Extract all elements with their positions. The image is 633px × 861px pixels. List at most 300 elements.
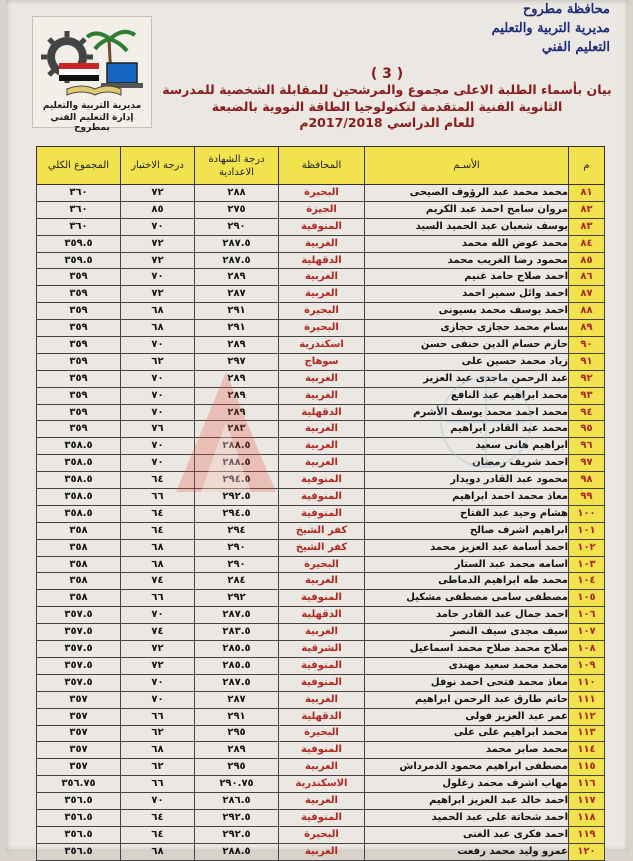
student-name: احمد شحاتة على عبد الحميد	[365, 809, 569, 826]
table-row	[37, 320, 605, 337]
total-score: ٣٥٧.٥	[37, 607, 121, 624]
col-header-test-score: درجة الاختبار	[121, 147, 195, 185]
test-score: ٦٢	[121, 725, 195, 742]
total-score: ٣٦٠	[37, 201, 121, 218]
test-score: ٧٢	[121, 185, 195, 202]
row-number: ١٠٩	[569, 657, 605, 674]
student-name: عمرو وليد محمد رفعت	[365, 843, 569, 860]
governorate: اسكندرية	[279, 337, 365, 354]
test-score: ٧٦	[121, 421, 195, 438]
table-row	[37, 708, 605, 725]
row-number: ٨٦	[569, 269, 605, 286]
student-name: مصطفى سامى مصطفى مشكيل	[365, 590, 569, 607]
row-number: ٨٥	[569, 252, 605, 269]
row-number: ١٠٢	[569, 539, 605, 556]
certificate-score: ٢٩٠.٧٥	[195, 776, 279, 793]
test-score: ٧٠	[121, 674, 195, 691]
row-number: ١١٢	[569, 708, 605, 725]
row-number: ١١٧	[569, 793, 605, 810]
certificate-score: ٢٨٩	[195, 337, 279, 354]
governorate: الدقهلية	[279, 708, 365, 725]
certificate-score: ٢٩٤.٥	[195, 505, 279, 522]
test-score: ٦٨	[121, 539, 195, 556]
row-number: ١٠٧	[569, 624, 605, 641]
certificate-score: ٢٨٥.٥	[195, 641, 279, 658]
certificate-score: ٢٨٩	[195, 370, 279, 387]
certificate-score: ٢٩٥	[195, 725, 279, 742]
test-score: ٦٢	[121, 759, 195, 776]
student-name: ابراهيم اشرف صالح	[365, 522, 569, 539]
governorate: المنوفية	[279, 742, 365, 759]
table-row	[37, 218, 605, 235]
certificate-score: ٢٨٦.٥	[195, 793, 279, 810]
governorate: الغربية	[279, 843, 365, 860]
table-row	[37, 759, 605, 776]
test-score: ٧٠	[121, 337, 195, 354]
certificate-score: ٢٨٣.٥	[195, 624, 279, 641]
certificate-score: ٢٨٧.٥	[195, 674, 279, 691]
total-score: ٣٥٧	[37, 742, 121, 759]
governorate: الغربية	[279, 438, 365, 455]
test-score: ٧٤	[121, 624, 195, 641]
table-row	[37, 235, 605, 252]
table-row	[37, 624, 605, 641]
student-name: مصطفى ابراهيم محمود الدمرداش	[365, 759, 569, 776]
row-number: ٩٥	[569, 421, 605, 438]
total-score: ٣٥٦.٥	[37, 809, 121, 826]
row-number: ٨١	[569, 185, 605, 202]
table-row	[37, 404, 605, 421]
document-sheet	[6, 0, 628, 857]
governorate: الغربية	[279, 269, 365, 286]
certificate-score: ٢٩٢	[195, 590, 279, 607]
table-row	[37, 201, 605, 218]
students-table	[36, 146, 605, 861]
table-row	[37, 353, 605, 370]
table-row	[37, 489, 605, 506]
total-score: ٣٥٩.٥	[37, 252, 121, 269]
test-score: ٦٤	[121, 522, 195, 539]
test-score: ٦٨	[121, 556, 195, 573]
test-score: ٧٠	[121, 404, 195, 421]
student-name: عمر عبد العزيز فولى	[365, 708, 569, 725]
student-name: حازم حسام الدين حنفى حسن	[365, 337, 569, 354]
test-score: ٧٢	[121, 641, 195, 658]
row-number: ١٠٨	[569, 641, 605, 658]
total-score: ٣٥٧.٥	[37, 674, 121, 691]
student-name: محمد عبد القادر ابراهيم	[365, 421, 569, 438]
table-row	[37, 185, 605, 202]
student-name: محمد ابراهيم عبد النافع	[365, 387, 569, 404]
governorate: الغربية	[279, 691, 365, 708]
total-score: ٣٥٩	[37, 421, 121, 438]
total-score: ٣٥٩	[37, 387, 121, 404]
student-name: معاذ محمد احمد ابراهيم	[365, 489, 569, 506]
row-number: ٩٤	[569, 404, 605, 421]
test-score: ٧٢	[121, 235, 195, 252]
governorate: الغربية	[279, 387, 365, 404]
governorate: الدقهلية	[279, 404, 365, 421]
total-score: ٣٥٦.٧٥	[37, 776, 121, 793]
col-header-total: المجموع الكلي	[37, 147, 121, 185]
student-name: اسامه محمد عبد الستار	[365, 556, 569, 573]
certificate-score: ٢٨٨.٥	[195, 843, 279, 860]
governorate: البحيرة	[279, 725, 365, 742]
logo-caption-administration: إدارة التعليم الفني بمطروح	[50, 113, 134, 133]
table-row	[37, 387, 605, 404]
letterhead-governorate: محافظة مطروح	[522, 2, 610, 17]
academic-year: للعام الدراسي 2017/2018م	[299, 115, 475, 130]
test-score: ٧٠	[121, 370, 195, 387]
student-name: محمود عبد القادر دويدار	[365, 472, 569, 489]
total-score: ٣٥٧	[37, 691, 121, 708]
row-number: ٩٧	[569, 455, 605, 472]
row-number: ١٠٠	[569, 505, 605, 522]
total-score: ٣٥٨	[37, 522, 121, 539]
table-row	[37, 472, 605, 489]
governorate: الغربية	[279, 573, 365, 590]
row-number: ٩٨	[569, 472, 605, 489]
total-score: ٣٥٧	[37, 725, 121, 742]
row-number: ١١٠	[569, 674, 605, 691]
governorate: الدقهلية	[279, 252, 365, 269]
test-score: ٦٨	[121, 303, 195, 320]
table-row	[37, 674, 605, 691]
certificate-score: ٢٨٩	[195, 404, 279, 421]
certificate-score: ٢٩٤	[195, 522, 279, 539]
letterhead-directorate: مديرية التربية والتعليم	[491, 21, 610, 36]
certificate-score: ٢٨٩	[195, 269, 279, 286]
row-number: ٩٢	[569, 370, 605, 387]
certificate-score: ٢٨٧.٥	[195, 607, 279, 624]
test-score: ٧٤	[121, 573, 195, 590]
total-score: ٣٥٩	[37, 320, 121, 337]
table-row	[37, 303, 605, 320]
row-number: ١١١	[569, 691, 605, 708]
table-row	[37, 269, 605, 286]
row-number: ١١٤	[569, 742, 605, 759]
total-score: ٣٦٠	[37, 185, 121, 202]
certificate-score: ٢٩٥	[195, 759, 279, 776]
table-row	[37, 809, 605, 826]
list-number: ( 3 )	[370, 66, 404, 82]
certificate-score: ٢٨٨.٥	[195, 455, 279, 472]
table-row	[37, 539, 605, 556]
table-row	[37, 776, 605, 793]
total-score: ٣٥٩.٥	[37, 235, 121, 252]
student-name: محمد محمد سعيد مهندى	[365, 657, 569, 674]
row-number: ٨٤	[569, 235, 605, 252]
row-number: ٨٧	[569, 286, 605, 303]
governorate: المنوفية	[279, 472, 365, 489]
table-row	[37, 641, 605, 658]
certificate-score: ٢٩٢.٥	[195, 489, 279, 506]
test-score: ٦٦	[121, 776, 195, 793]
total-score: ٣٥٦.٥	[37, 793, 121, 810]
test-score: ٧٠	[121, 438, 195, 455]
total-score: ٣٥٨	[37, 590, 121, 607]
student-name: عبد الرحمن ماجدى عبد العزيز	[365, 370, 569, 387]
governorate: المنوفية	[279, 674, 365, 691]
total-score: ٣٥٩	[37, 353, 121, 370]
certificate-score: ٢٩٢.٥	[195, 826, 279, 843]
test-score: ٦٨	[121, 320, 195, 337]
table-row	[37, 522, 605, 539]
total-score: ٣٥٨.٥	[37, 438, 121, 455]
page-title: بيان بأسماء الطلبة الاعلى مجموع والمرشحين للمقابلة الشخصية للمدرسة	[162, 82, 612, 97]
table-row	[37, 793, 605, 810]
table-row	[37, 370, 605, 387]
row-number: ١١٦	[569, 776, 605, 793]
test-score: ٧٠	[121, 691, 195, 708]
row-number: ١٢٠	[569, 843, 605, 860]
governorate: الجيزة	[279, 201, 365, 218]
total-score: ٣٥٩	[37, 404, 121, 421]
row-number: ١٠١	[569, 522, 605, 539]
certificate-score: ٢٩٠	[195, 218, 279, 235]
student-name: محمود رضا الغريب محمد	[365, 252, 569, 269]
total-score: ٣٥٧	[37, 708, 121, 725]
certificate-score: ٢٧٥	[195, 201, 279, 218]
governorate: الغربية	[279, 286, 365, 303]
table-row	[37, 421, 605, 438]
table-row	[37, 573, 605, 590]
student-name: احمد يوسف محمد بسيونى	[365, 303, 569, 320]
governorate: كفر الشيخ	[279, 539, 365, 556]
total-score: ٣٥٧.٥	[37, 641, 121, 658]
student-name: احمد جمال عبد القادر حامد	[365, 607, 569, 624]
governorate: المنوفية	[279, 590, 365, 607]
table-row	[37, 337, 605, 354]
governorate: المنوفية	[279, 809, 365, 826]
governorate: المنوفية	[279, 505, 365, 522]
governorate: الغربية	[279, 793, 365, 810]
total-score: ٣٥٩	[37, 303, 121, 320]
test-score: ٧٢	[121, 286, 195, 303]
certificate-score: ٢٨٨.٥	[195, 438, 279, 455]
row-number: ٩٩	[569, 489, 605, 506]
row-number: ١١٨	[569, 809, 605, 826]
student-name: احمد فكرى عبد الغنى	[365, 826, 569, 843]
table-row	[37, 742, 605, 759]
table-row	[37, 725, 605, 742]
table-row	[37, 843, 605, 860]
governorate: الغربية	[279, 370, 365, 387]
row-number: ٩١	[569, 353, 605, 370]
governorate: البحيرة	[279, 185, 365, 202]
certificate-score: ٢٨٤	[195, 573, 279, 590]
col-header-certificate-score: درجة الشهادة الاعدادية	[195, 147, 279, 185]
logo-emblem-icon	[37, 19, 147, 99]
certificate-score: ٢٩١	[195, 708, 279, 725]
governorate: الاسكندرية	[279, 776, 365, 793]
table-row	[37, 556, 605, 573]
governorate: الشرقية	[279, 641, 365, 658]
student-name: محمد طه ابراهيم الدماطى	[365, 573, 569, 590]
student-name: محمد صابر محمد	[365, 742, 569, 759]
student-name: محمد ابراهيم على على	[365, 725, 569, 742]
certificate-score: ٢٨٥.٥	[195, 657, 279, 674]
table-row	[37, 455, 605, 472]
row-number: ١٠٦	[569, 607, 605, 624]
row-number: ٩٠	[569, 337, 605, 354]
governorate: الغربية	[279, 235, 365, 252]
total-score: ٣٥٦.٥	[37, 843, 121, 860]
test-score: ٧٢	[121, 252, 195, 269]
governorate: البحيرة	[279, 826, 365, 843]
governorate: كفر الشيخ	[279, 522, 365, 539]
student-name: مهاب اشرف محمد زغلول	[365, 776, 569, 793]
total-score: ٣٥٨.٥	[37, 489, 121, 506]
row-number: ١١٩	[569, 826, 605, 843]
governorate: الغربية	[279, 455, 365, 472]
certificate-score: ٢٨٩	[195, 387, 279, 404]
governorate: الغربية	[279, 421, 365, 438]
student-name: زياد محمد حسين على	[365, 353, 569, 370]
directorate-logo	[32, 16, 152, 133]
governorate: المنوفية	[279, 489, 365, 506]
total-score: ٣٥٩	[37, 269, 121, 286]
total-score: ٣٦٠	[37, 218, 121, 235]
total-score: ٣٥٩	[37, 370, 121, 387]
certificate-score: ٢٨٧	[195, 286, 279, 303]
student-name: معاذ محمد فتحى احمد نوفل	[365, 674, 569, 691]
certificate-score: ٢٩٠	[195, 539, 279, 556]
total-score: ٣٥٨.٥	[37, 505, 121, 522]
letterhead	[492, 0, 610, 57]
row-number: ١٠٤	[569, 573, 605, 590]
student-name: سيف مجدى سيف النصر	[365, 624, 569, 641]
row-number: ٨٩	[569, 320, 605, 337]
total-score: ٣٥٨	[37, 556, 121, 573]
certificate-score: ٢٩١	[195, 320, 279, 337]
certificate-score: ٢٩٤.٥	[195, 472, 279, 489]
governorate: الغربية	[279, 759, 365, 776]
student-name: ابراهيم هانى سعيد	[365, 438, 569, 455]
row-number: ١١٣	[569, 725, 605, 742]
test-score: ٧٠	[121, 455, 195, 472]
test-score: ٦٦	[121, 708, 195, 725]
test-score: ٦٤	[121, 826, 195, 843]
certificate-score: ٢٨٣	[195, 421, 279, 438]
test-score: ٧٠	[121, 793, 195, 810]
total-score: ٣٥٧	[37, 759, 121, 776]
test-score: ٧٠	[121, 607, 195, 624]
governorate: البحيرة	[279, 556, 365, 573]
governorate: المنوفية	[279, 218, 365, 235]
certificate-score: ٢٨٩	[195, 742, 279, 759]
student-name: احمد خالد عبد العزيز ابراهيم	[365, 793, 569, 810]
governorate: البحيرة	[279, 320, 365, 337]
student-name: مروان سامح احمد عبد الكريم	[365, 201, 569, 218]
table-header-row	[37, 147, 605, 185]
governorate: سوهاج	[279, 353, 365, 370]
test-score: ٧٠	[121, 218, 195, 235]
certificate-score: ٢٩٢.٥	[195, 809, 279, 826]
total-score: ٣٥٧.٥	[37, 624, 121, 641]
student-name: يوسف شعبان عبد الحميد السيد	[365, 218, 569, 235]
total-score: ٣٥٨	[37, 539, 121, 556]
test-score: ٧٠	[121, 387, 195, 404]
certificate-score: ٢٨٧.٥	[195, 252, 279, 269]
table-body	[37, 185, 605, 861]
student-name: محمد احمد محمد يوسف الأشرم	[365, 404, 569, 421]
certificate-score: ٢٩١	[195, 303, 279, 320]
test-score: ٦٨	[121, 742, 195, 759]
letterhead-department: التعليم الفني	[541, 40, 610, 55]
student-name: احمد شريف رمضان	[365, 455, 569, 472]
student-name: محمد محمد عبد الرؤوف الصيحى	[365, 185, 569, 202]
test-score: ٦٨	[121, 843, 195, 860]
test-score: ٦٦	[121, 590, 195, 607]
student-name: حاتم طارق عبد الرحمن ابراهيم	[365, 691, 569, 708]
row-number: ٩٣	[569, 387, 605, 404]
certificate-score: ٢٨٨	[195, 185, 279, 202]
table-row	[37, 657, 605, 674]
row-number: ٨٣	[569, 218, 605, 235]
row-number: ٩٦	[569, 438, 605, 455]
row-number: ١١٥	[569, 759, 605, 776]
col-header-governorate: المحافظة	[279, 147, 365, 185]
governorate: المنوفية	[279, 657, 365, 674]
table-row	[37, 286, 605, 303]
row-number: ٨٢	[569, 201, 605, 218]
table-row	[37, 438, 605, 455]
certificate-score: ٢٨٧	[195, 691, 279, 708]
student-name: محمد عوض الله محمد	[365, 235, 569, 252]
test-score: ٦٤	[121, 472, 195, 489]
table-row	[37, 252, 605, 269]
governorate: البحيرة	[279, 303, 365, 320]
row-number: ١٠٣	[569, 556, 605, 573]
test-score: ٨٥	[121, 201, 195, 218]
student-name: بسام محمد حجازى حجازى	[365, 320, 569, 337]
school-name: الثانوية الفنية المتقدمة لتكنولوجيا الطاقة النووية بالضبعة	[211, 99, 563, 114]
test-score: ٦٤	[121, 505, 195, 522]
total-score: ٣٥٨	[37, 573, 121, 590]
test-score: ٦٢	[121, 353, 195, 370]
table-row	[37, 505, 605, 522]
total-score: ٣٥٨.٥	[37, 472, 121, 489]
col-header-name: الأسـم	[365, 147, 569, 185]
test-score: ٦٤	[121, 809, 195, 826]
certificate-score: ٢٩٠	[195, 556, 279, 573]
total-score: ٣٥٧.٥	[37, 657, 121, 674]
test-score: ٧٢	[121, 657, 195, 674]
row-number: ١٠٥	[569, 590, 605, 607]
table-row	[37, 691, 605, 708]
governorate: الدقهلية	[279, 607, 365, 624]
table-row	[37, 826, 605, 843]
table-row	[37, 607, 605, 624]
test-score: ٧٠	[121, 269, 195, 286]
student-name: هشام وحيد عبد الفتاح	[365, 505, 569, 522]
test-score: ٦٦	[121, 489, 195, 506]
table-row	[37, 590, 605, 607]
student-name: احمد صلاح حامد غنيم	[365, 269, 569, 286]
governorate: الغربية	[279, 624, 365, 641]
student-name: احمد وائل سمير احمد	[365, 286, 569, 303]
total-score: ٣٥٩	[37, 286, 121, 303]
total-score: ٣٥٦.٥	[37, 826, 121, 843]
total-score: ٣٥٩	[37, 337, 121, 354]
logo-caption-directorate: مديرية التربية والتعليم	[42, 101, 142, 111]
col-header-number: م	[569, 147, 605, 185]
certificate-score: ٢٩٧	[195, 353, 279, 370]
certificate-score: ٢٨٧.٥	[195, 235, 279, 252]
row-number: ٨٨	[569, 303, 605, 320]
student-name: صلاح محمد صلاح محمد اسماعيل	[365, 641, 569, 658]
